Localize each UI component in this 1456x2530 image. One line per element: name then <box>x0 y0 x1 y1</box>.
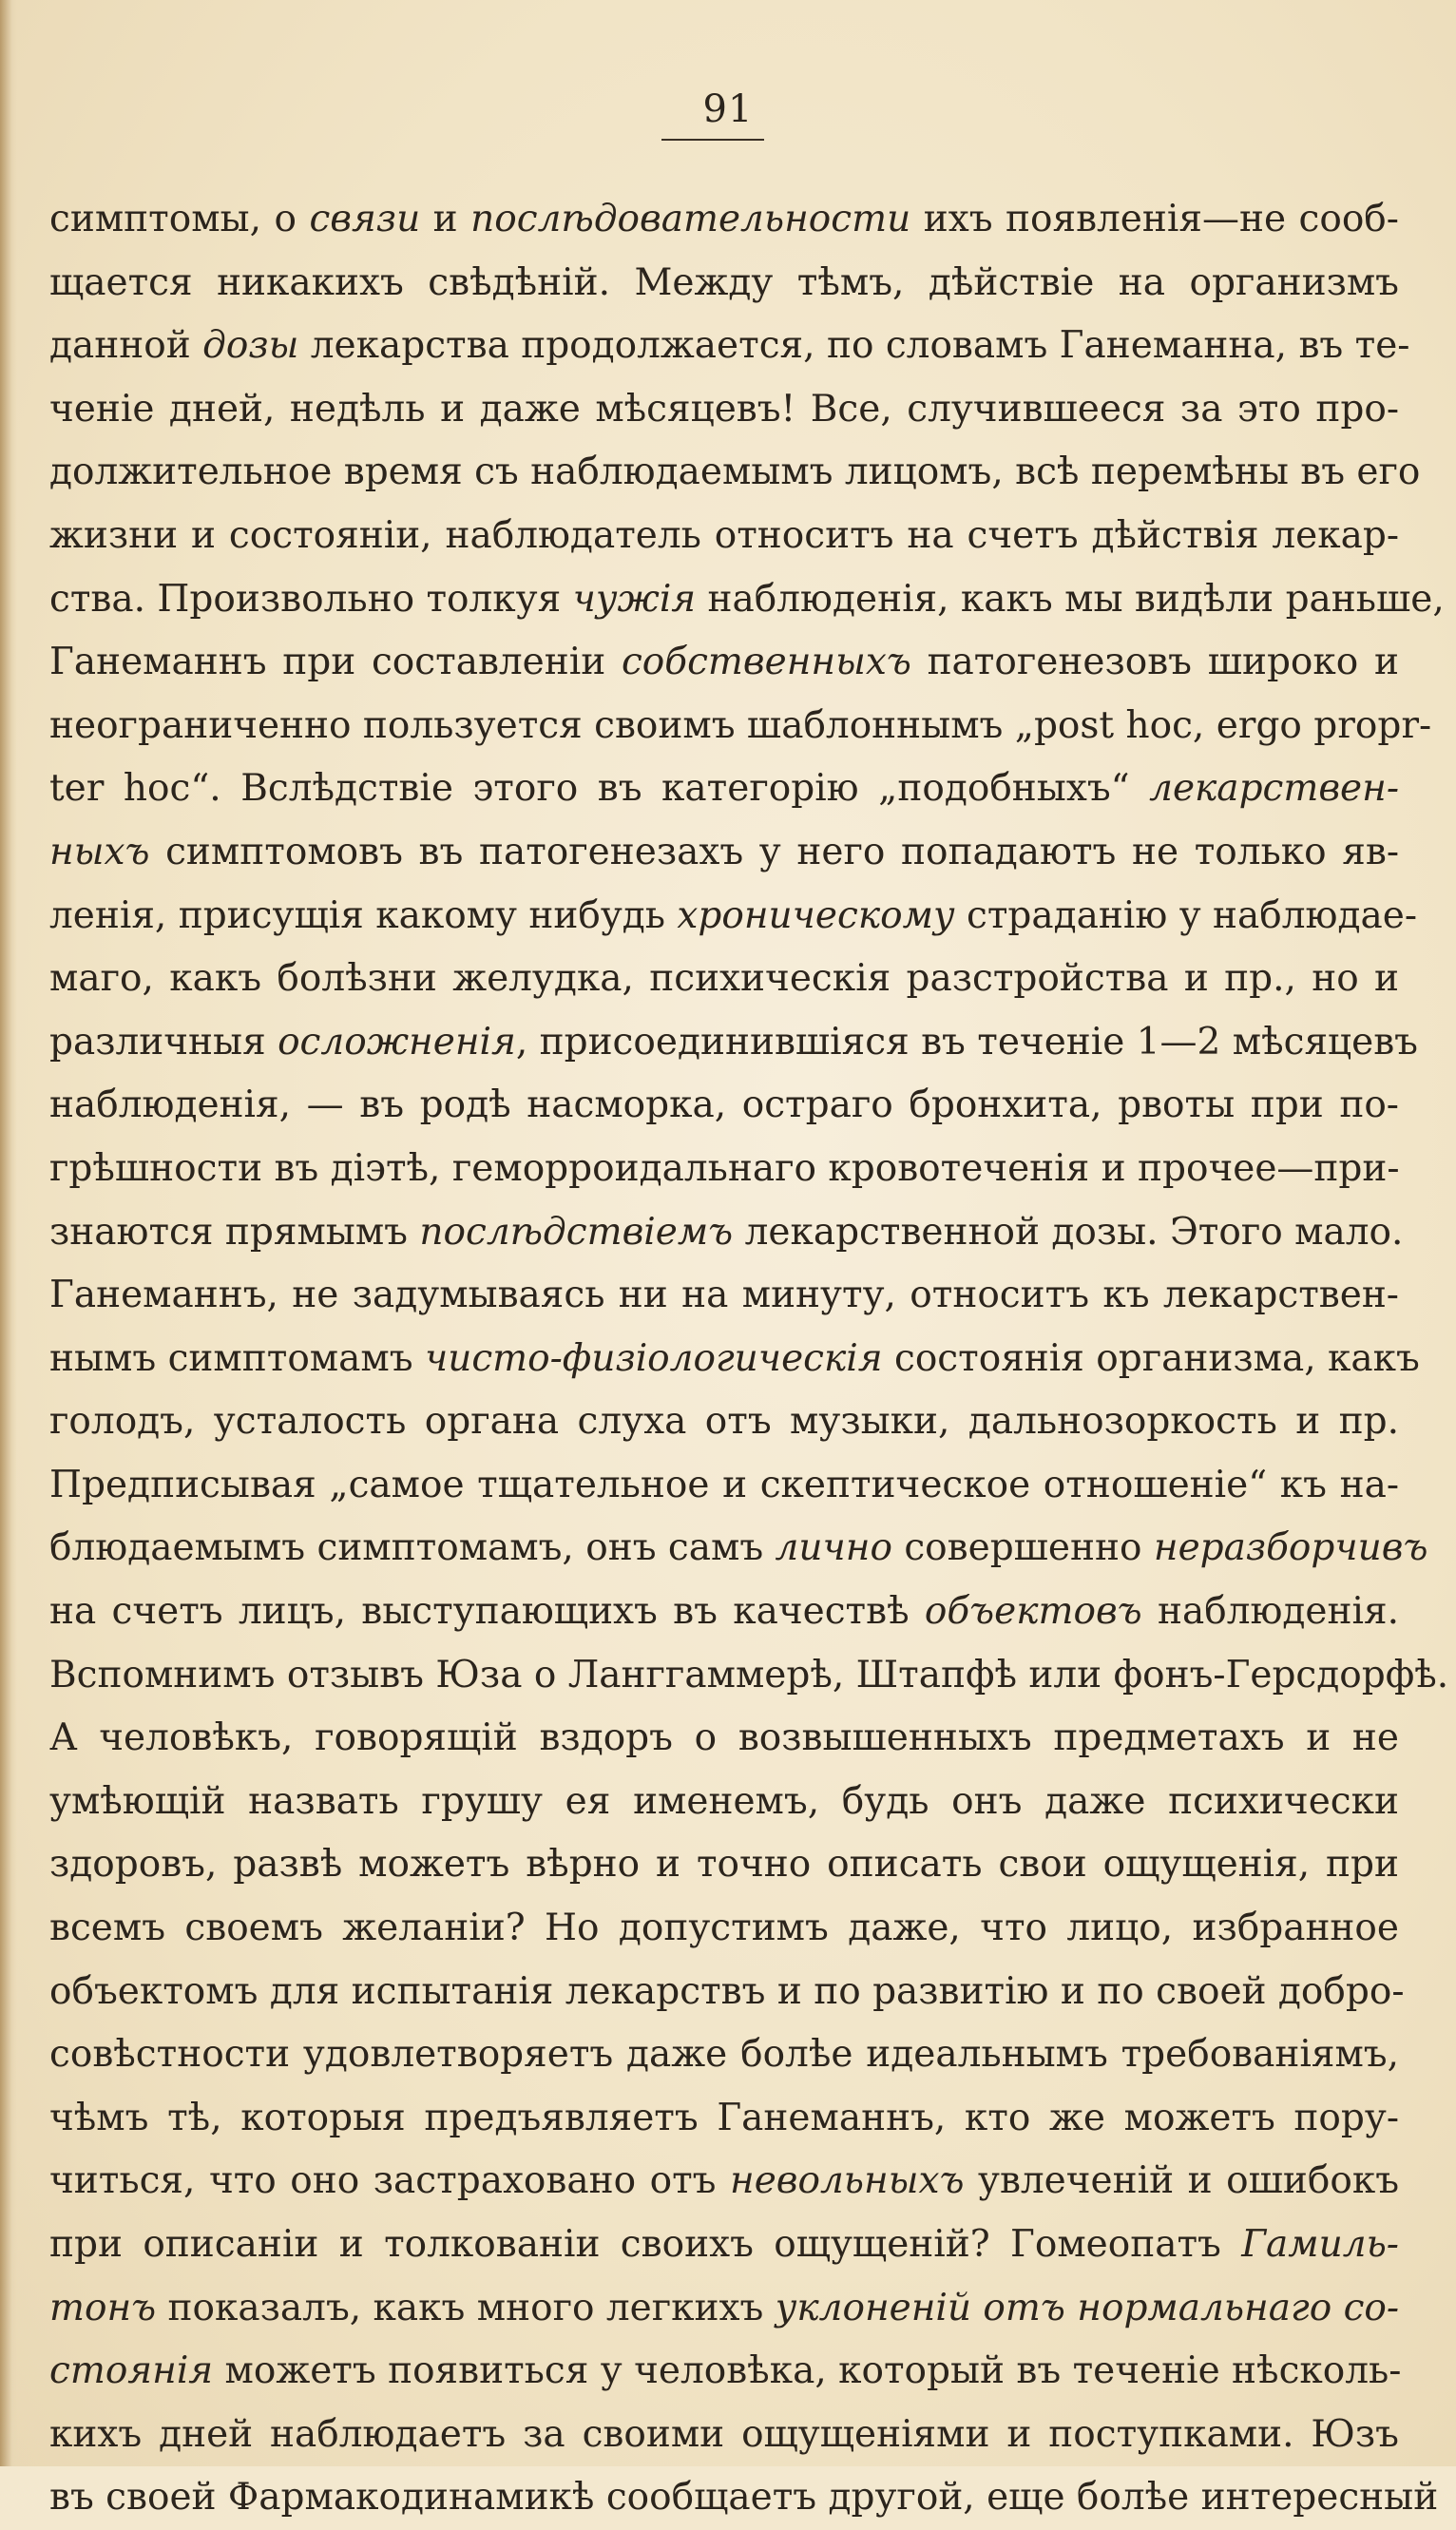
text-line: блюдаемымъ симптомамъ, онъ самъ лично совершенно неразборчивъ <box>49 1526 1428 1570</box>
text-line: Вспомнимъ отзывъ Юза о Ланггаммерѣ, Штапфѣ или фонъ-Герсдорфѣ. <box>49 1653 1449 1696</box>
text-line: чѣмъ тѣ, которыя предъявляетъ Ганеманнъ, кто же можетъ пору- <box>49 2096 1399 2139</box>
text-line: при описаніи и толкованіи своихъ ощущеній? Гомеопатъ Гамиль- <box>49 2223 1399 2266</box>
text-line: ства. Произвольно толкуя чужія наблюденія, какъ мы видѣли раньше, <box>49 577 1445 621</box>
italic-emphasis: чужія <box>572 577 697 621</box>
italic-emphasis: тонъ <box>49 2286 157 2329</box>
italic-emphasis: дозы <box>202 324 299 368</box>
italic-emphasis: невольныхъ <box>730 2159 965 2203</box>
text-line: кихъ дней наблюдаетъ за своими ощущеніями и поступками. Юзъ <box>49 2412 1399 2456</box>
text-line: грѣшности въ діэтѣ, геморроидальнаго кровотеченія и прочее—при- <box>49 1146 1400 1190</box>
text-line: А человѣкъ, говорящій вздоръ о возвышенныхъ предметахъ и не <box>49 1716 1399 1760</box>
italic-emphasis: чисто-физіологическія <box>424 1336 883 1380</box>
text-line: объектомъ для испытанія лекарствъ и по развитію и по своей добро- <box>49 1969 1405 2013</box>
text-line: неограниченно пользуется своимъ шаблоннымъ „post hoc, ergo propr- <box>49 703 1432 747</box>
text-line: всемъ своемъ желаніи? Но допустимъ даже, что лицо, избранное <box>49 1907 1399 1950</box>
italic-emphasis: неразборчивъ <box>1153 1526 1428 1570</box>
text-line: щается никакихъ свѣдѣній. Между тѣмъ, дѣйствіе на организмъ <box>49 260 1399 304</box>
text-line: нымъ симптомамъ чисто-физіологическія состоянія организма, какъ <box>49 1336 1420 1380</box>
italic-emphasis: стоянія <box>49 2349 214 2393</box>
italic-emphasis: уклоненій отъ нормальнаго со- <box>775 2286 1400 2329</box>
italic-emphasis: ныхъ <box>49 830 150 873</box>
page-number-rule <box>661 139 764 141</box>
text-line: голодъ, усталость органа слуха отъ музыки, дальнозоркость и пр. <box>49 1400 1399 1444</box>
italic-emphasis: объектовъ <box>924 1590 1142 1634</box>
text-line: ter hoc“. Вслѣдствіе этого въ категорію „подобныхъ“ лекарствен- <box>49 767 1399 811</box>
text-line: должительное время съ наблюдаемымъ лицомъ, всѣ перемѣны въ его <box>49 450 1421 494</box>
body-text <box>49 188 1449 2530</box>
text-line: различныя осложненія, присоединившіяся въ теченіе 1—2 мѣсяцевъ <box>49 1020 1418 1064</box>
text-line: читься, что оно застраховано отъ невольныхъ увлеченій и ошибокъ <box>49 2159 1400 2203</box>
text-line: знаются прямымъ послѣдствіемъ лекарственной дозы. Этого мало. <box>49 1210 1404 1254</box>
text-line: Ганеманнъ, не задумываясь ни на минуту, относитъ къ лекарствен- <box>49 1274 1399 1317</box>
page-number: 91 <box>702 87 754 131</box>
italic-emphasis: лично <box>775 1526 892 1570</box>
italic-emphasis: собственныхъ <box>621 641 911 684</box>
text-line: въ своей Фармакодинамикѣ сообщаетъ другой, еще болѣе интересный <box>49 2476 1439 2520</box>
italic-emphasis: хроническому <box>677 893 955 937</box>
text-line: маго, какъ болѣзни желудка, психическія разстройства и пр., но и <box>49 957 1399 1001</box>
italic-emphasis: лекарствен- <box>1149 767 1399 811</box>
text-line: ленія, присущія какому нибудь хроническому страданію у наблюдае- <box>49 893 1418 937</box>
text-line: стоянія можетъ появиться у человѣка, который въ теченіе нѣсколь- <box>49 2349 1402 2393</box>
text-line: умѣющій назвать грушу ея именемъ, будь онъ даже психически <box>49 1779 1399 1823</box>
text-line: данной дозы лекарства продолжается, по словамъ Ганеманна, въ те- <box>49 324 1410 368</box>
italic-emphasis: послѣдовательности <box>470 198 911 240</box>
italic-emphasis: Гамиль- <box>1241 2223 1399 2266</box>
text-line: совѣстности удовлетворяетъ даже болѣе идеальнымъ требованіямъ, <box>49 2033 1399 2077</box>
text-line: ченіе дней, недѣль и даже мѣсяцевъ! Все, случившееся за это про- <box>49 387 1399 431</box>
text-line: здоровъ, развѣ можетъ вѣрно и точно описать свои ощущенія, при <box>49 1843 1399 1887</box>
text-line: жизни и состояніи, наблюдатель относитъ на счетъ дѣйствія лекар- <box>49 513 1399 557</box>
text-line: ныхъ симптомовъ въ патогенезахъ у него попадаютъ не только яв- <box>49 830 1399 873</box>
italic-emphasis: связи <box>309 198 421 240</box>
text-line: симптомы, о связи и послѣдовательности ихъ появленія—не сооб- <box>49 198 1399 240</box>
text-line: Предписывая „самое тщательное и скептическое отношеніе“ къ на- <box>49 1463 1399 1506</box>
text-line: тонъ показалъ, какъ много легкихъ уклоненій отъ нормальнаго со- <box>49 2286 1400 2329</box>
text-line: наблюденія, — въ родѣ насморка, остраго бронхита, рвоты при по- <box>49 1083 1399 1127</box>
page-spine-shadow <box>0 0 17 2466</box>
text-line: на счетъ лицъ, выступающихъ въ качествѣ объектовъ наблюденія. <box>49 1590 1399 1634</box>
italic-emphasis: послѣдствіемъ <box>419 1210 734 1254</box>
text-line: Ганеманнъ при составленіи собственныхъ патогенезовъ широко и <box>49 641 1399 684</box>
italic-emphasis: осложненія <box>278 1020 516 1064</box>
